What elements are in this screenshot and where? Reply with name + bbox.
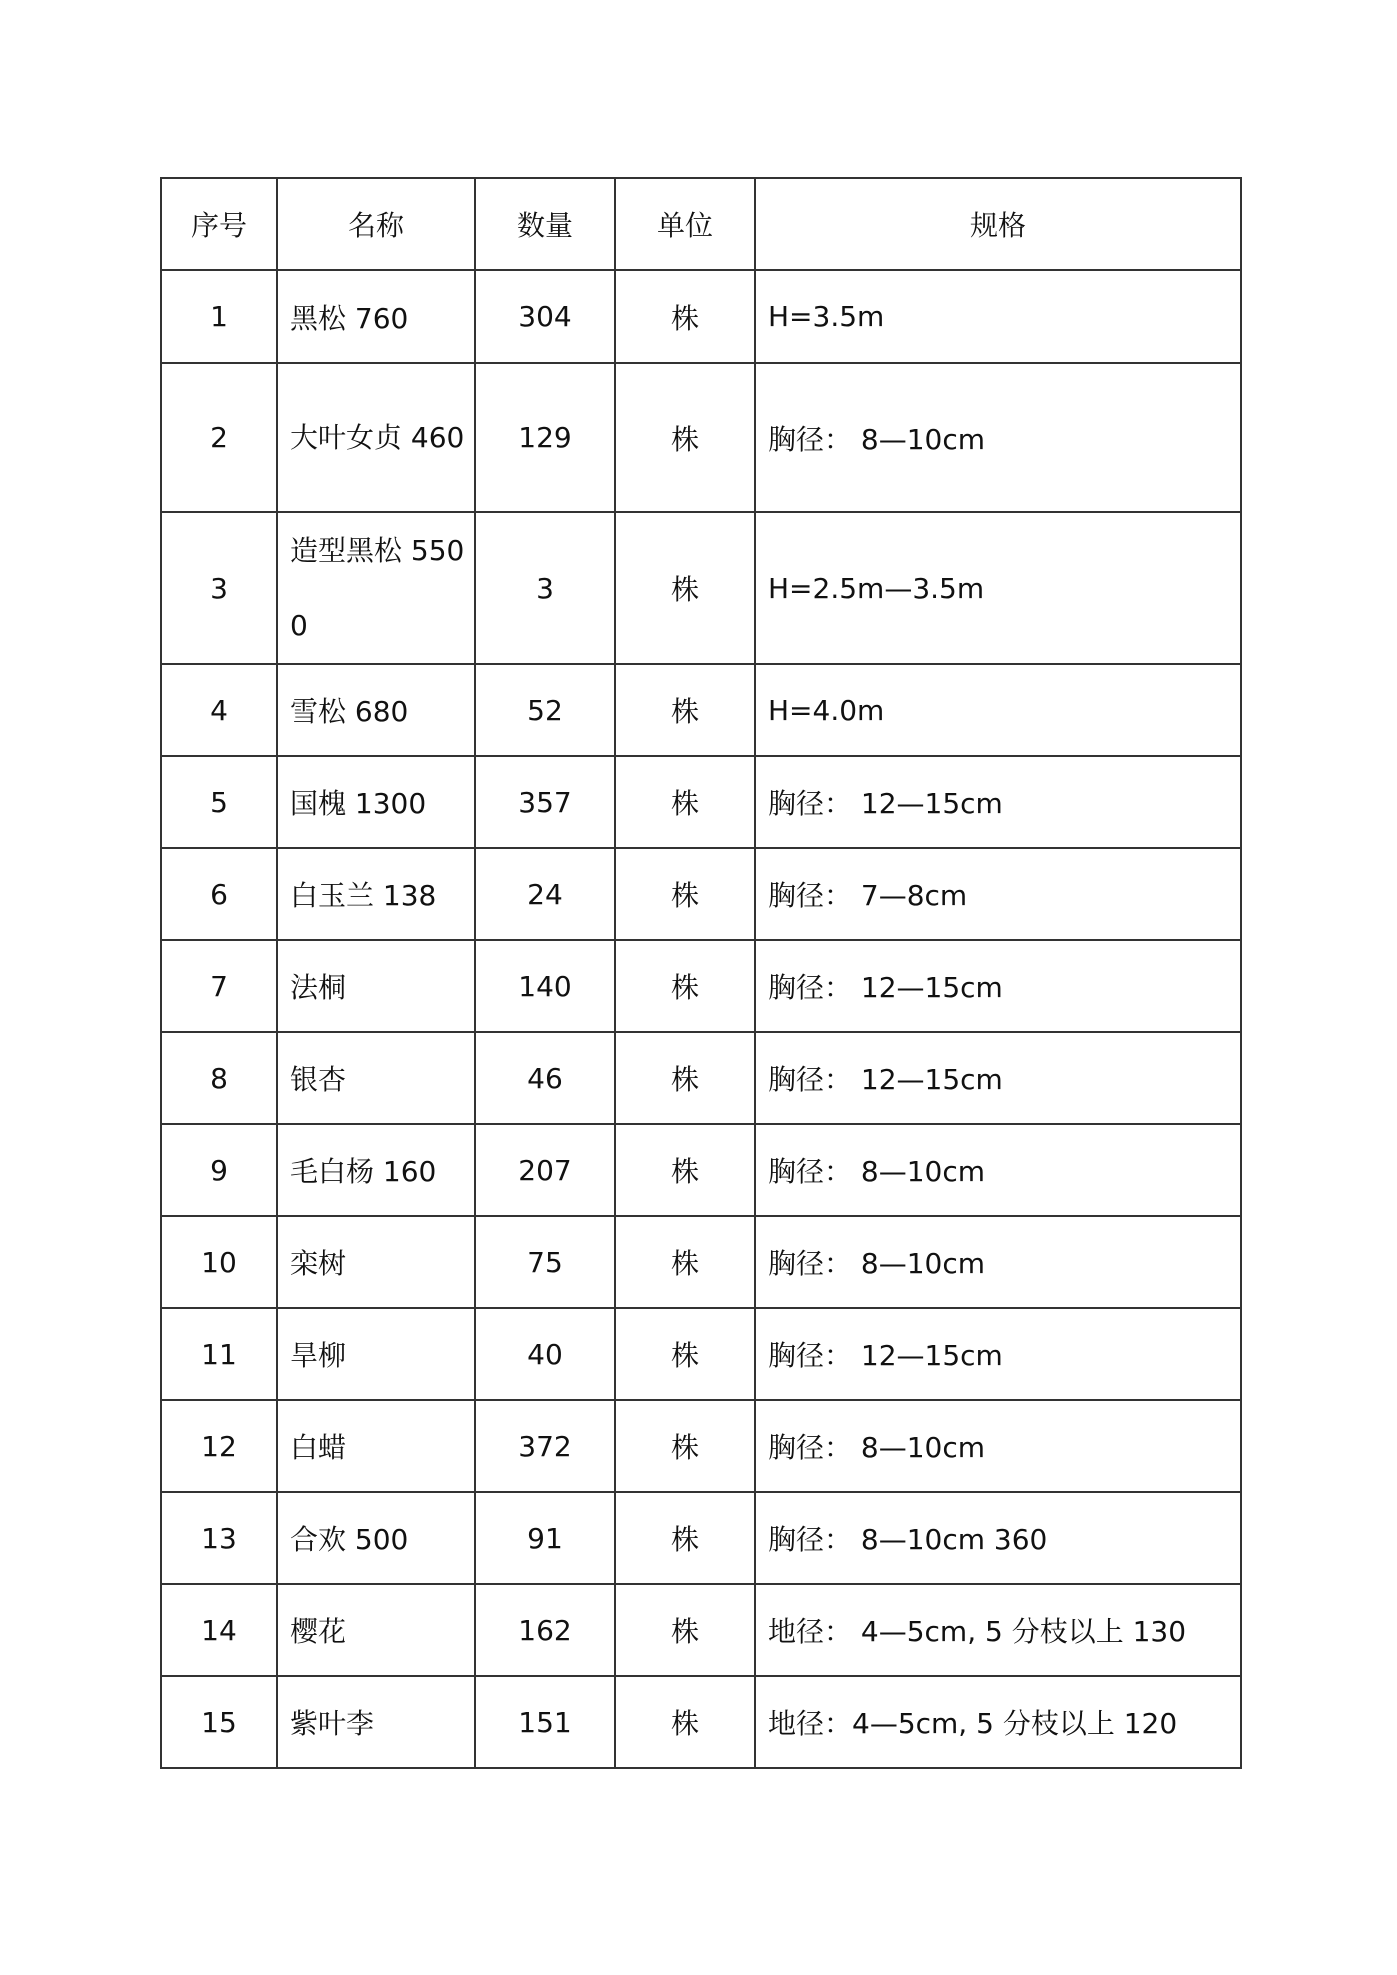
cell-unit: 株 bbox=[615, 1216, 755, 1308]
table-header-row bbox=[161, 178, 1241, 270]
cell-spec: 胸径： 12—15cm bbox=[755, 940, 1241, 1032]
cell-unit: 株 bbox=[615, 664, 755, 756]
header-name: 名称 bbox=[277, 178, 475, 270]
cell-spec: 胸径： 8—10cm bbox=[755, 363, 1241, 512]
table-row bbox=[161, 1492, 1241, 1584]
cell-unit: 株 bbox=[615, 1492, 755, 1584]
header-spec: 规格 bbox=[755, 178, 1241, 270]
cell-seq: 12 bbox=[161, 1400, 277, 1492]
cell-unit: 株 bbox=[615, 1124, 755, 1216]
cell-name: 樱花 bbox=[277, 1584, 475, 1676]
cell-unit: 株 bbox=[615, 512, 755, 664]
cell-name-text: 大叶女贞 460 bbox=[290, 421, 465, 454]
cell-unit: 株 bbox=[615, 1676, 755, 1768]
cell-name: 银杏 bbox=[277, 1032, 475, 1124]
table-row bbox=[161, 756, 1241, 848]
cell-seq: 14 bbox=[161, 1584, 277, 1676]
cell-name bbox=[277, 512, 475, 664]
cell-qty: 46 bbox=[475, 1032, 615, 1124]
cell-qty: 304 bbox=[475, 270, 615, 363]
cell-unit: 株 bbox=[615, 363, 755, 512]
cell-seq: 6 bbox=[161, 848, 277, 940]
cell-spec: 胸径： 8—10cm bbox=[755, 1216, 1241, 1308]
cell-name: 白蜡 bbox=[277, 1400, 475, 1492]
table-row bbox=[161, 1032, 1241, 1124]
cell-seq: 1 bbox=[161, 270, 277, 363]
cell-unit: 株 bbox=[615, 1400, 755, 1492]
cell-qty: 24 bbox=[475, 848, 615, 940]
table-row bbox=[161, 1308, 1241, 1400]
table-row bbox=[161, 664, 1241, 756]
cell-spec: 胸径： 12—15cm bbox=[755, 1308, 1241, 1400]
cell-name: 毛白杨 160 bbox=[277, 1124, 475, 1216]
table-row bbox=[161, 363, 1241, 512]
cell-unit: 株 bbox=[615, 270, 755, 363]
cell-spec: 胸径： 7—8cm bbox=[755, 848, 1241, 940]
cell-name: 国槐 1300 bbox=[277, 756, 475, 848]
table-row bbox=[161, 848, 1241, 940]
cell-unit: 株 bbox=[615, 1584, 755, 1676]
cell-qty: 372 bbox=[475, 1400, 615, 1492]
cell-name: 旱柳 bbox=[277, 1308, 475, 1400]
cell-unit: 株 bbox=[615, 1032, 755, 1124]
cell-spec: 胸径： 8—10cm bbox=[755, 1400, 1241, 1492]
header-qty: 数量 bbox=[475, 178, 615, 270]
cell-seq: 15 bbox=[161, 1676, 277, 1768]
cell-name-text: 造型黑松 5500 bbox=[290, 534, 465, 642]
cell-unit: 株 bbox=[615, 940, 755, 1032]
cell-qty: 151 bbox=[475, 1676, 615, 1768]
cell-name: 紫叶李 bbox=[277, 1676, 475, 1768]
cell-spec: H=2.5m—3.5m bbox=[755, 512, 1241, 664]
table-row bbox=[161, 1676, 1241, 1768]
cell-spec: 胸径： 8—10cm 360 bbox=[755, 1492, 1241, 1584]
table-row bbox=[161, 940, 1241, 1032]
header-seq: 序号 bbox=[161, 178, 277, 270]
cell-spec: 地径： 4—5cm, 5 分枝以上 130 bbox=[755, 1584, 1241, 1676]
cell-name: 黑松 760 bbox=[277, 270, 475, 363]
header-unit: 单位 bbox=[615, 178, 755, 270]
cell-seq: 8 bbox=[161, 1032, 277, 1124]
cell-qty: 129 bbox=[475, 363, 615, 512]
cell-seq: 13 bbox=[161, 1492, 277, 1584]
table-row bbox=[161, 512, 1241, 664]
cell-seq: 9 bbox=[161, 1124, 277, 1216]
cell-seq: 5 bbox=[161, 756, 277, 848]
cell-qty: 3 bbox=[475, 512, 615, 664]
cell-qty: 140 bbox=[475, 940, 615, 1032]
cell-seq: 11 bbox=[161, 1308, 277, 1400]
cell-qty: 40 bbox=[475, 1308, 615, 1400]
table-row bbox=[161, 1400, 1241, 1492]
cell-seq: 4 bbox=[161, 664, 277, 756]
cell-qty: 162 bbox=[475, 1584, 615, 1676]
cell-qty: 52 bbox=[475, 664, 615, 756]
cell-spec: 地径：4—5cm, 5 分枝以上 120 bbox=[755, 1676, 1241, 1768]
cell-name: 合欢 500 bbox=[277, 1492, 475, 1584]
cell-qty: 91 bbox=[475, 1492, 615, 1584]
table-row bbox=[161, 1216, 1241, 1308]
cell-name bbox=[277, 363, 475, 512]
cell-spec: 胸径： 8—10cm bbox=[755, 1124, 1241, 1216]
plant-list-table bbox=[160, 177, 1242, 1769]
cell-spec: 胸径： 12—15cm bbox=[755, 1032, 1241, 1124]
cell-qty: 357 bbox=[475, 756, 615, 848]
cell-name: 法桐 bbox=[277, 940, 475, 1032]
cell-name: 白玉兰 138 bbox=[277, 848, 475, 940]
cell-name: 栾树 bbox=[277, 1216, 475, 1308]
cell-seq: 10 bbox=[161, 1216, 277, 1308]
cell-unit: 株 bbox=[615, 848, 755, 940]
cell-unit: 株 bbox=[615, 756, 755, 848]
table-row bbox=[161, 1584, 1241, 1676]
cell-qty: 75 bbox=[475, 1216, 615, 1308]
table-row bbox=[161, 270, 1241, 363]
cell-name: 雪松 680 bbox=[277, 664, 475, 756]
table-row bbox=[161, 1124, 1241, 1216]
cell-qty: 207 bbox=[475, 1124, 615, 1216]
cell-seq: 2 bbox=[161, 363, 277, 512]
cell-seq: 3 bbox=[161, 512, 277, 664]
cell-spec: H=4.0m bbox=[755, 664, 1241, 756]
cell-unit: 株 bbox=[615, 1308, 755, 1400]
cell-spec: 胸径： 12—15cm bbox=[755, 756, 1241, 848]
cell-seq: 7 bbox=[161, 940, 277, 1032]
cell-spec: H=3.5m bbox=[755, 270, 1241, 363]
